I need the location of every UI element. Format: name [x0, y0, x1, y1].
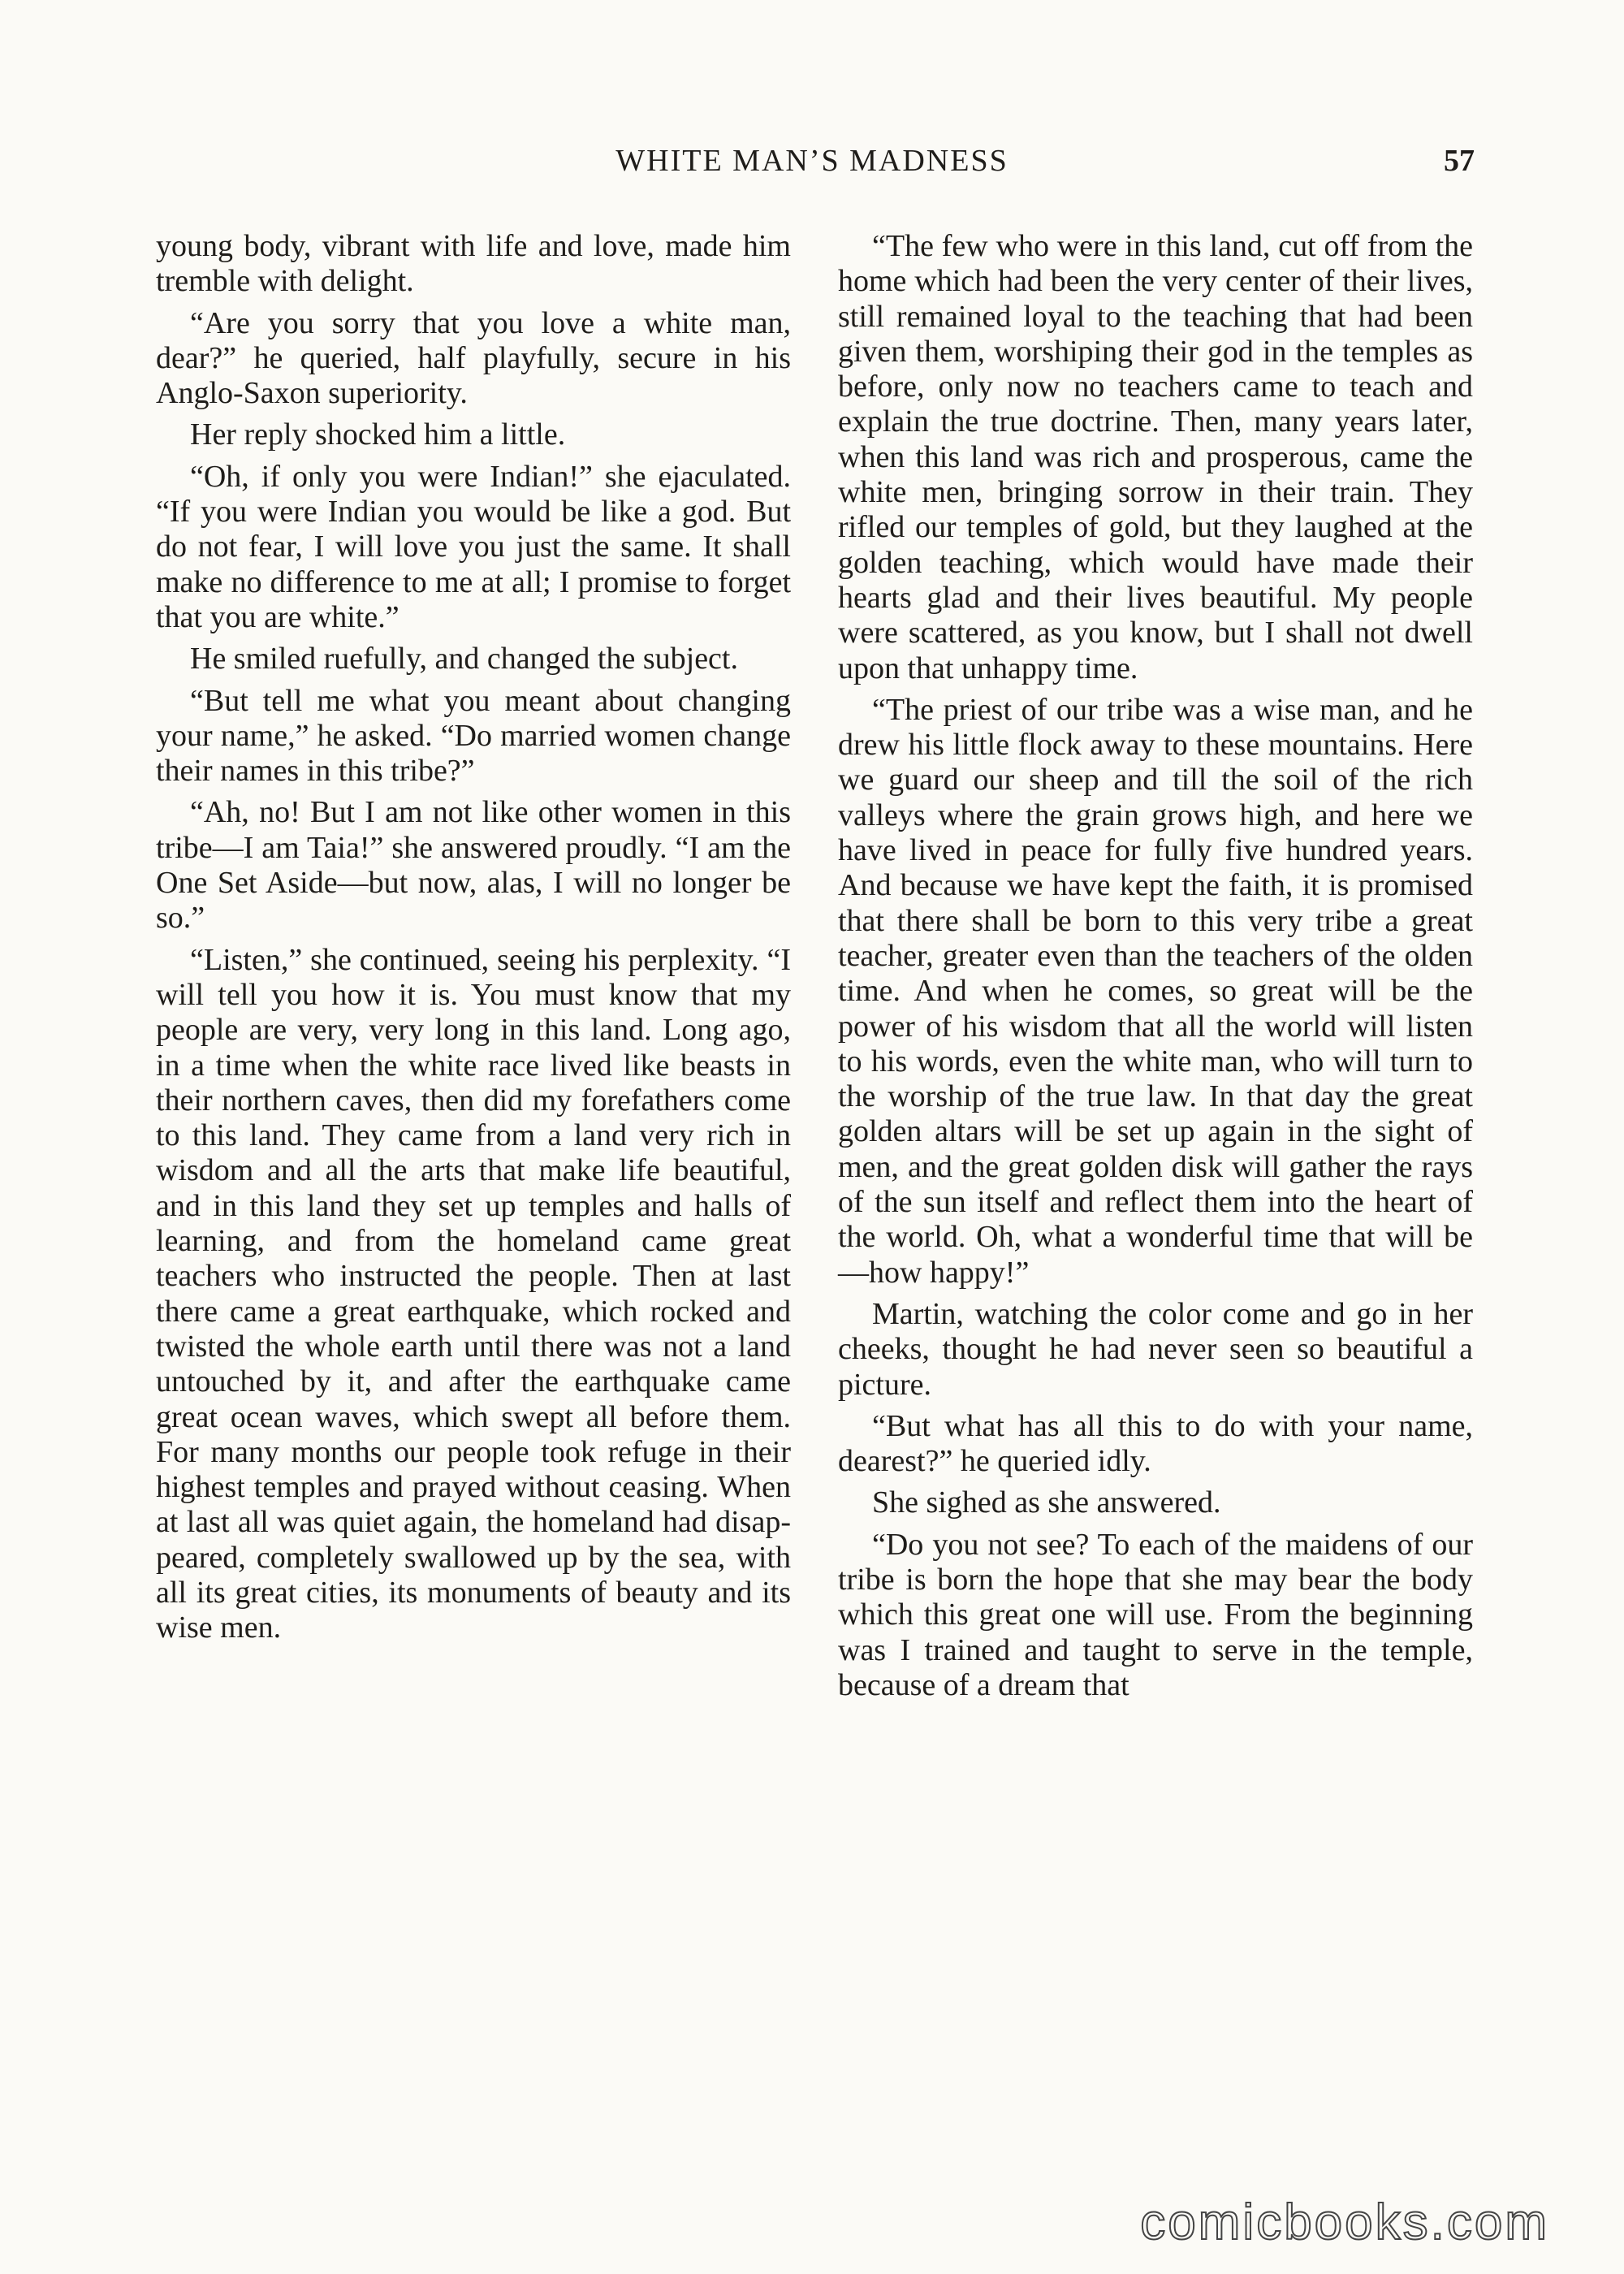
paragraph: She sighed as she answered. — [872, 1485, 1221, 1520]
paragraph: “Do you not see? To each of the maidens of our tribe is born the hope that she may bear the body which this great one will use. From the beginning was I trained and taught to serve in the temple, because of a dream that — [838, 1527, 1473, 1702]
paragraph: “But tell me what you meant about changing your name,” he asked. “Do married women change their names in this tribe?” — [156, 683, 791, 789]
paragraph: “Oh, if only you were Indian!” she ejaculated. “If you were Indian you would be like a god. But do not fear, I will love you just the same. It shall make no difference to me at all; I promise to forget that you are white.” — [156, 459, 791, 634]
running-head: WHITE MAN’S MADNESS — [615, 144, 1009, 178]
paragraph: “Ah, no! But I am not like other women in this tribe—I am Taia!” she answered proudly. “I am the One Set Aside—but now, alas, I will no longer be so.” — [156, 795, 791, 936]
paragraph: Her reply shocked him a little. — [190, 417, 566, 452]
page-number: 57 — [1444, 144, 1475, 178]
paragraph: young body, vibrant with life and love, made him tremble with delight. — [156, 229, 791, 299]
paragraph: “The priest of our tribe was a wise man, and he drew his little flock away to these mountains. Here we guard our sheep and till the soil of the rich valleys where the grain grows high, and here we have lived in peace for fully five hundred years. And because we have kept the faith, it is promised that there shall be born to this very tribe a great teacher, greater even than the teachers of the olden time. And when he comes, so great will be the power of his wisdom that all the world will listen to his words, even the white man, who will turn to the worship of the true law. In that day the great golden altars will be set up again in the sight of men, and the great golden disk will gather the rays of the sun itself and reflect them into the heart of the world. Oh, what a wonderful time that will be—how happy!” — [838, 692, 1473, 1290]
paragraph: He smiled ruefully, and changed the subject. — [190, 642, 738, 677]
right-column — [838, 229, 1473, 1710]
paragraph: “Listen,” she continued, seeing his perplexity. “I will tell you how it is. You must know that my people are very, very long in this land. Long ago, in a time when the white race lived like beasts in their northern caves, then did my forefathers come to this land. They came from a land very rich in wisdom and all the arts that make life beautiful, and in this land they set up temples and halls of learning, and from the homeland came great teachers who instructed the people. Then at last there came a great earthquake, which rocked and twisted the whole earth until there was not a land untouched by it, and after the earthquake came great ocean waves, which swept all before them. For many months our people took refuge in their highest temples and prayed without ceasing. When at last all was quiet again, the homeland had disappeared, completely swallowed up by the sea, with all its great cities, its monuments of beauty and its wise men. — [156, 942, 791, 1645]
watermark: comicbooks.com — [1140, 2194, 1549, 2250]
paragraph: “The few who were in this land, cut off from the home which had been the very center of their lives, still remained loyal to the teaching that had been given them, worshiping their god in the temples as before, only now no teachers came to teach and explain the true doctrine. Then, many years later, when this land was rich and prosperous, came the white men, bringing sorrow in their train. They rifled our temples of gold, but they laughed at the golden teaching, which would have made their hearts glad and their lives beautiful. My people were scattered, as you know, but I shall not dwell upon that unhappy time. — [838, 229, 1473, 685]
paragraph: Martin, watching the color come and go in her cheeks, thought he had never seen so beautiful a picture. — [838, 1296, 1473, 1402]
paragraph: “Are you sorry that you love a white man, dear?” he queried, half playfully, secure in his Anglo-Saxon superiority. — [156, 305, 791, 411]
left-column — [156, 229, 791, 1653]
paragraph: “But what has all this to do with your name, dearest?” he queried idly. — [838, 1408, 1473, 1479]
